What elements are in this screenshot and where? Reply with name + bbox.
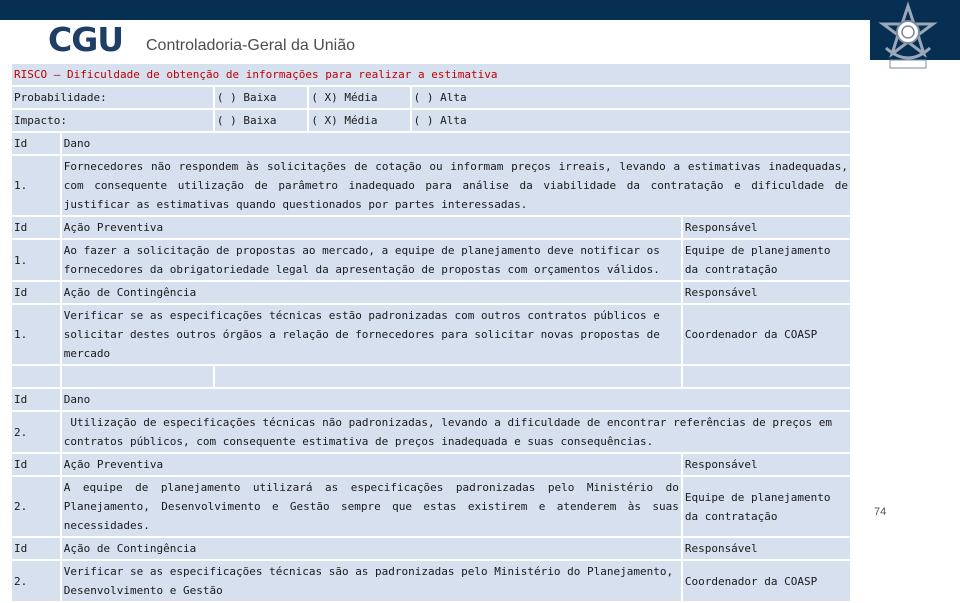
risk-table	[10, 62, 852, 603]
probability-label: Probabilidade:	[12, 87, 213, 108]
page-number: 74	[874, 506, 887, 518]
responsible-header: Responsável	[683, 454, 850, 475]
preventive-row	[12, 240, 850, 280]
spacer-cell	[12, 366, 60, 387]
risk-title-row	[12, 64, 850, 85]
id-header: Id	[12, 389, 60, 410]
contingency-header: Ação de Contingência	[62, 538, 681, 559]
preventive-text: A equipe de planejamento utilizará as especificações padronizadas pelo Ministério do Planejamento, Desenvolvimento e Gestão sempre que estas existirem e atenderem às suas necessidades.	[62, 477, 681, 536]
contingency-header: Ação de Contingência	[62, 282, 681, 303]
damage-id: 2.	[12, 412, 60, 452]
cgu-logo: CGU	[48, 20, 124, 59]
contingency-id: 1.	[12, 305, 60, 364]
damage-header: Dano	[62, 389, 850, 410]
id-header: Id	[12, 454, 60, 475]
preventive-id: 2.	[12, 477, 60, 536]
contingency-header-row	[12, 282, 850, 303]
probability-medium: ( X) Média	[309, 87, 409, 108]
spacer-cell	[62, 366, 213, 387]
contingency-text: Verificar se as especificações técnicas estão padronizadas com outros contratos públicos e solicitar destes outros órgãos a relação de fornecedores para solicitar novas propostas de mercado	[62, 305, 681, 364]
preventive-header-row	[12, 454, 850, 475]
impact-low: ( ) Baixa	[215, 110, 307, 131]
cgu-subtitle: Controladoria-Geral da União	[146, 37, 355, 54]
spacer-cell	[683, 366, 850, 387]
preventive-header: Ação Preventiva	[62, 217, 681, 238]
damage-text: Utilização de especificações técnicas não padronizadas, levando a dificuldade de encontrar referências de preços em contratos públicos, com consequente estimativa de preços inadequada e suas consequências.	[62, 412, 850, 452]
id-header: Id	[12, 282, 60, 303]
impact-row	[12, 110, 850, 131]
damage-row	[12, 156, 850, 215]
preventive-responsible: Equipe de planejamento da contratação	[683, 477, 850, 536]
contingency-id: 2.	[12, 561, 60, 601]
id-header: Id	[12, 133, 60, 154]
preventive-header: Ação Preventiva	[62, 454, 681, 475]
preventive-header-row	[12, 217, 850, 238]
id-header: Id	[12, 217, 60, 238]
responsible-header: Responsável	[683, 217, 850, 238]
probability-low: ( ) Baixa	[215, 87, 307, 108]
preventive-text: Ao fazer a solicitação de propostas ao mercado, a equipe de planejamento deve notificar os fornecedores da obrigatoriedade legal da apresentação de propostas com orçamentos válidos.	[62, 240, 681, 280]
contingency-row	[12, 561, 850, 601]
spacer-cell	[215, 366, 681, 387]
preventive-id: 1.	[12, 240, 60, 280]
damage-row	[12, 412, 850, 452]
contingency-row	[12, 305, 850, 364]
spacer-row	[12, 366, 850, 387]
impact-high: ( ) Alta	[412, 110, 850, 131]
contingency-responsible: Coordenador da COASP	[683, 561, 850, 601]
impact-label: Impacto:	[12, 110, 213, 131]
national-seal-icon	[876, 4, 940, 74]
damage-id: 1.	[12, 156, 60, 215]
preventive-row	[12, 477, 850, 536]
logo-area	[0, 20, 870, 62]
responsible-header: Responsável	[683, 282, 850, 303]
probability-high: ( ) Alta	[412, 87, 850, 108]
id-header: Id	[12, 538, 60, 559]
damage-text: Fornecedores não respondem às solicitações de cotação ou informam preços irreais, levando a estimativas inadequadas, com consequente utilização de parâmetro inadequado para análise da viabilidade da contratação e dificuldade de justificar as estimativas quando questionados por partes interessadas.	[62, 156, 850, 215]
contingency-header-row	[12, 538, 850, 559]
risk-title: RISCO – Dificuldade de obtenção de informações para realizar a estimativa	[12, 64, 850, 85]
damage-header-row	[12, 389, 850, 410]
contingency-responsible: Coordenador da COASP	[683, 305, 850, 364]
damage-header: Dano	[62, 133, 850, 154]
damage-header-row	[12, 133, 850, 154]
contingency-text: Verificar se as especificações técnicas são as padronizadas pelo Ministério do Planejamento, Desenvolvimento e Gestão	[62, 561, 681, 601]
probability-row	[12, 87, 850, 108]
preventive-responsible: Equipe de planejamento da contratação	[683, 240, 850, 280]
impact-medium: ( X) Média	[309, 110, 409, 131]
responsible-header: Responsável	[683, 538, 850, 559]
